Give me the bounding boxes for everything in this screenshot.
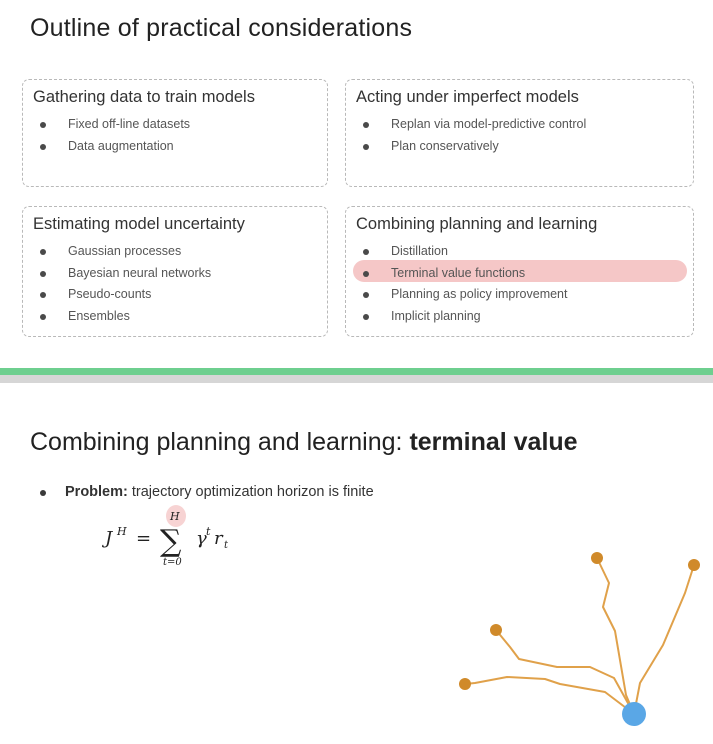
bullet-dot (363, 314, 369, 320)
eq-sigma: ∑ (160, 524, 182, 559)
outline-slide (0, 0, 713, 368)
leaf-node (490, 624, 502, 636)
bullet-dot (40, 314, 46, 320)
root-node (622, 702, 646, 726)
eq-gamma-sup: t (206, 525, 211, 538)
eq-sum-top: H (170, 510, 180, 523)
leaf-node (591, 552, 603, 564)
bullet-dot (363, 144, 369, 150)
eq-lhs-sup: H (117, 525, 127, 538)
list-item: Pseudo-counts (23, 284, 211, 306)
title-bold: terminal value (409, 428, 578, 456)
bullet-dot (363, 292, 369, 298)
slide-title: Combining planning and learning: terminal value (30, 428, 578, 456)
bullet-dot (40, 122, 46, 128)
bullet-dot (40, 292, 46, 298)
problem-text: trajectory optimization horizon is finite (127, 484, 374, 500)
page-title: Outline of practical considerations (30, 14, 413, 42)
box-title: Combining planning and learning (356, 215, 598, 233)
bullet-dot (363, 271, 369, 277)
trajectory-tree-diagram (0, 383, 713, 744)
list-item: Data augmentation (23, 136, 190, 158)
bullet-dot (363, 249, 369, 255)
branch-path (634, 565, 694, 714)
list-item: Replan via model-predictive control (346, 114, 586, 136)
bullet-dot (363, 122, 369, 128)
leaf-node (459, 678, 471, 690)
box-title: Gathering data to train models (33, 88, 255, 106)
list-item: Ensembles (23, 306, 211, 328)
list-item: Gaussian processes (23, 241, 211, 263)
box-title: Acting under imperfect models (356, 88, 579, 106)
eq-r: r (214, 528, 223, 549)
eq-lhs: J (105, 528, 113, 549)
box-gathering-data (22, 79, 328, 187)
slide-divider-gray (0, 375, 713, 383)
box-planning-learning (345, 206, 694, 337)
eq-gamma: γ (196, 528, 207, 549)
list-item: Implicit planning (346, 306, 567, 328)
list-item: Distillation (346, 241, 567, 263)
leaf-node (688, 559, 700, 571)
terminal-value-slide (0, 383, 713, 744)
branch-path (496, 630, 634, 714)
list-item: Plan conservatively (346, 136, 586, 158)
branch-path (465, 677, 634, 714)
bullet-dot (40, 144, 46, 150)
eq-sum-bottom: t=0 (163, 557, 182, 568)
slide-divider-green (0, 368, 713, 375)
box-title: Estimating model uncertainty (33, 215, 245, 233)
list-item: Planning as policy improvement (346, 284, 567, 306)
box-acting-imperfect (345, 79, 694, 187)
bullet-dot (40, 249, 46, 255)
list-item-highlighted: Terminal value functions (346, 263, 567, 285)
bullet-dot (40, 271, 46, 277)
list-item: Fixed off-line datasets (23, 114, 190, 136)
problem-label: Problem: (65, 484, 128, 500)
box-model-uncertainty (22, 206, 328, 337)
list-item: Bayesian neural networks (23, 263, 211, 285)
eq-r-sub: t (224, 540, 229, 551)
eq-equals: = (136, 528, 152, 549)
